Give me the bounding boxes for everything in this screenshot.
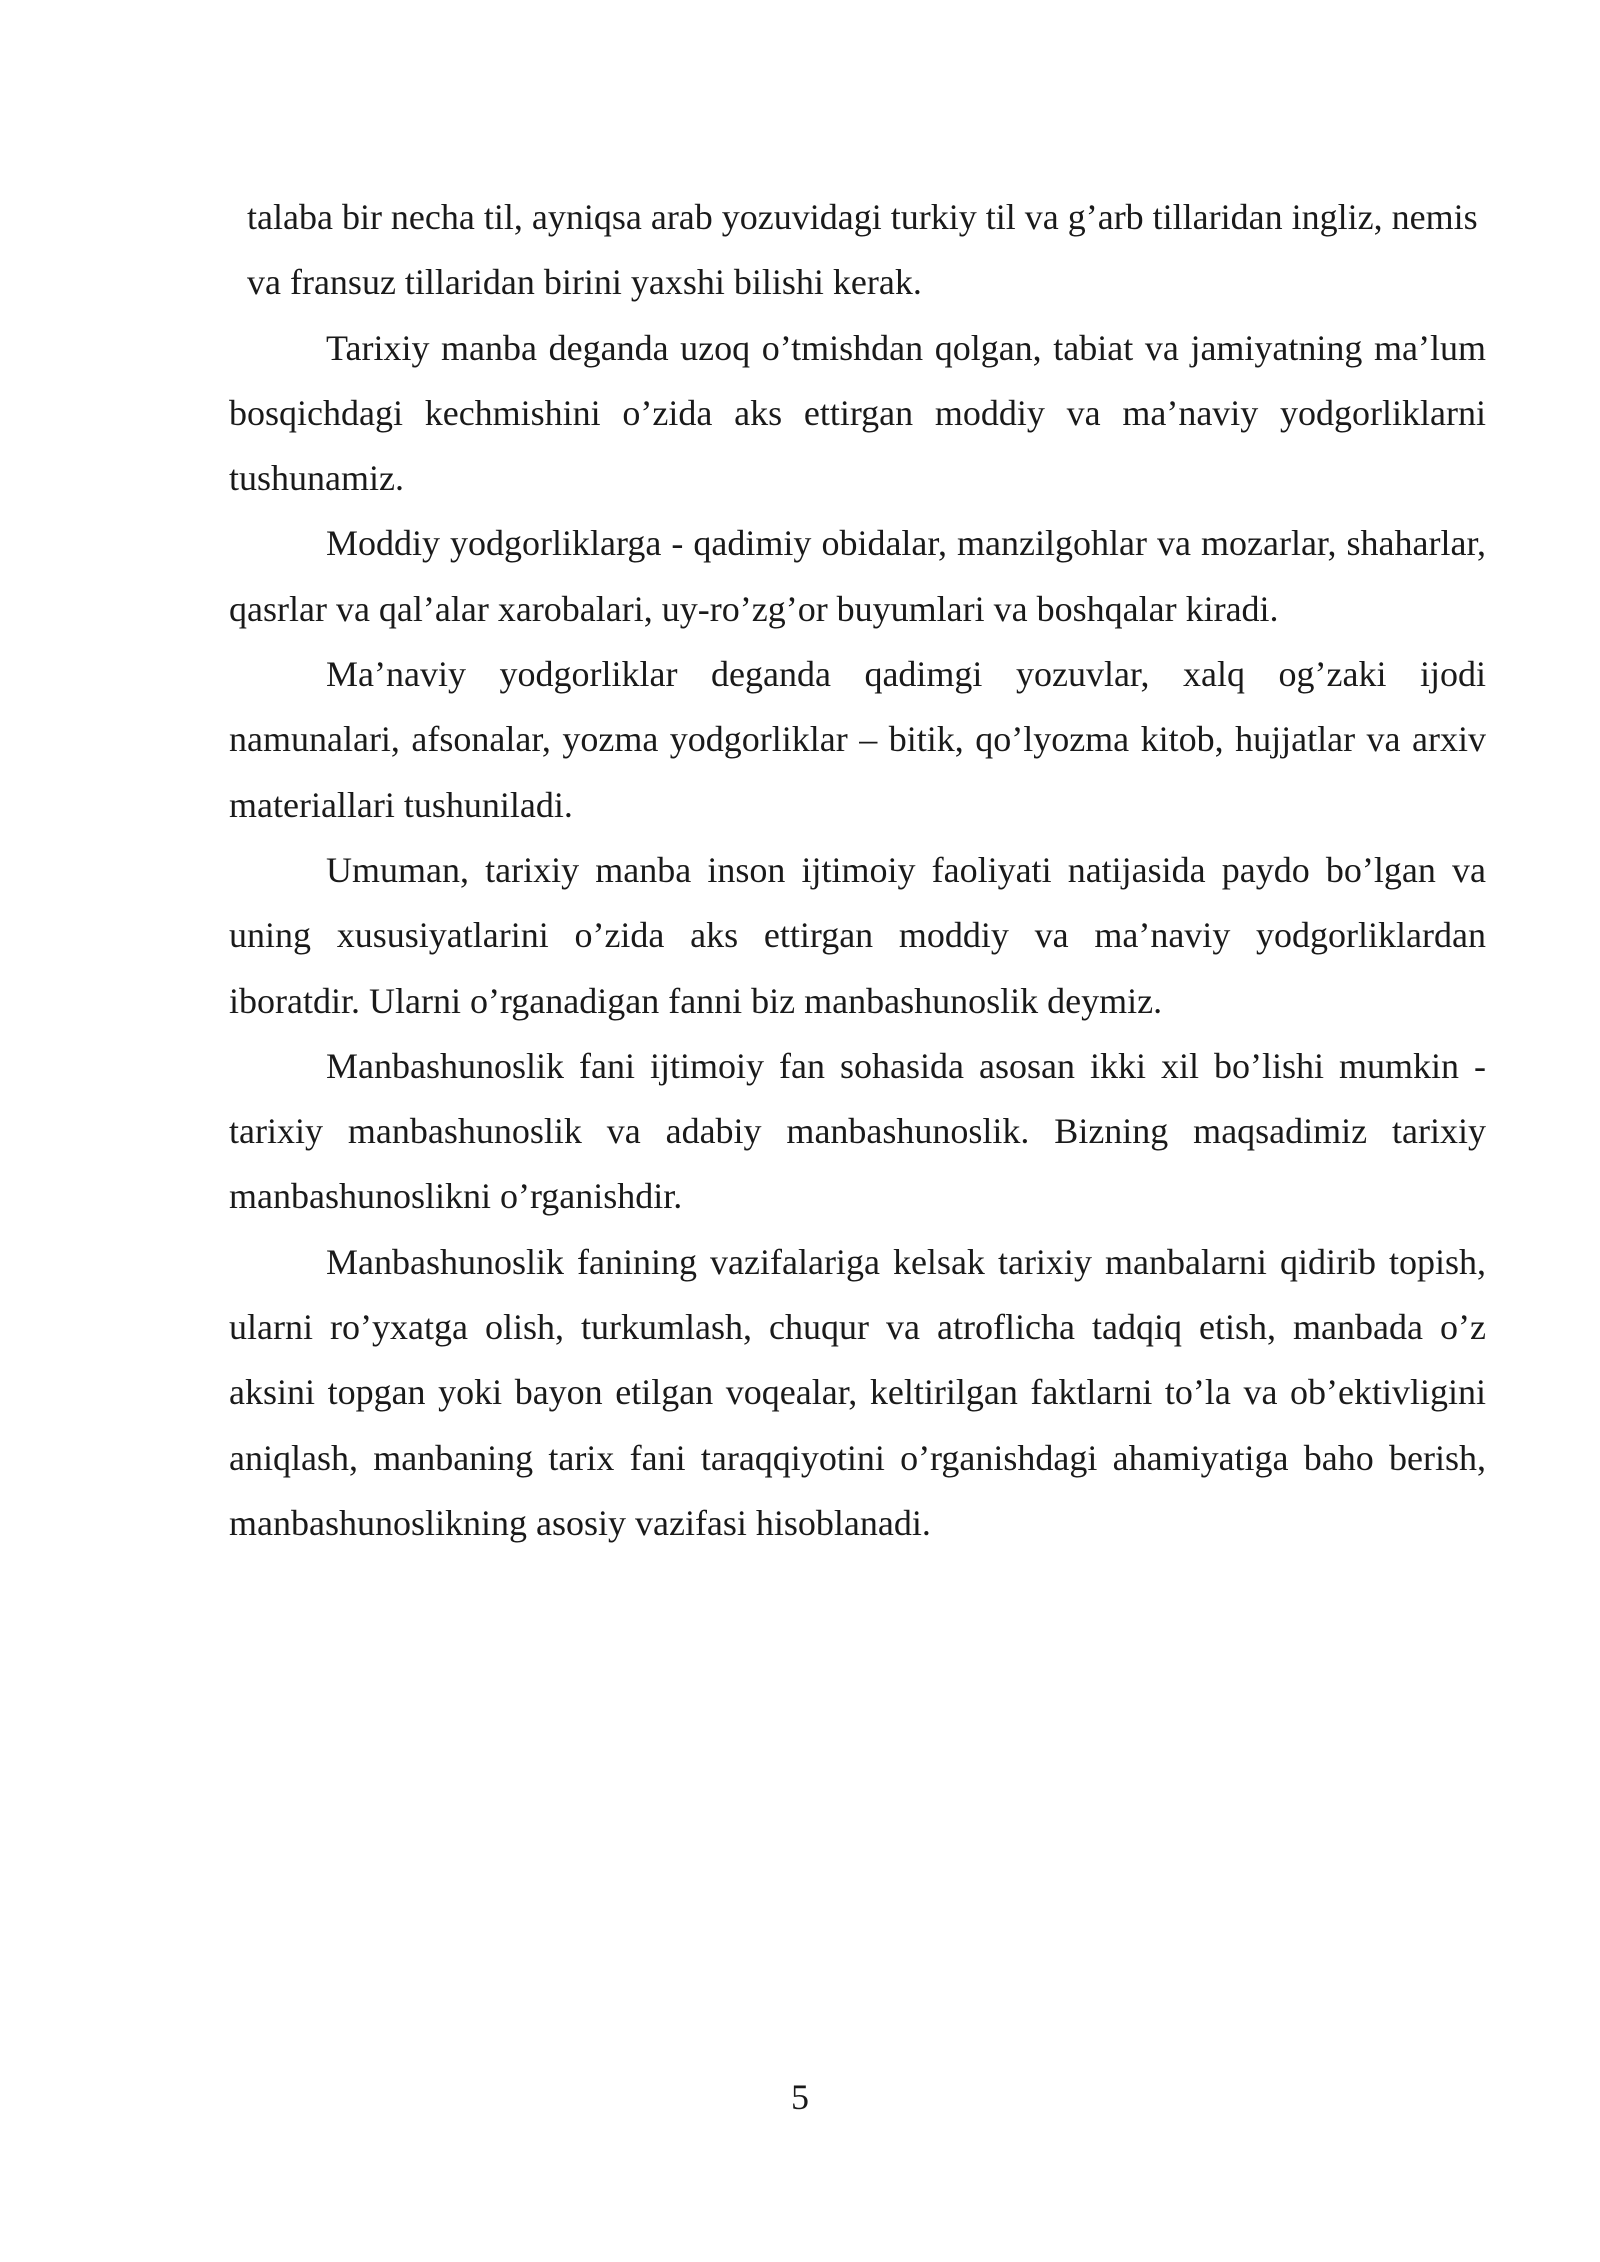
paragraph-continuation: talaba bir necha til, ayniqsa arab yozuvidagi turkiy til va g’arb tillaridan ingliz, nemis va fransuz tillaridan birini yaxshi bilishi kerak.	[247, 197, 1478, 303]
paragraph-tarixiy-manba: Tarixiy manba deganda uzoq o’tmishdan qolgan, tabiat va jamiyatning ma’lum bosqichdagi kechmishini o’zida aks ettirgan moddiy va ma’naviy yodgorliklarni tushunamiz.	[229, 327, 1486, 499]
page-number: 5	[791, 2077, 809, 2117]
paragraph-manaviy-yodgorliklar: Ma’naviy yodgorliklar deganda qadimgi yozuvlar, xalq og’zaki ijodi namunalari, afsonalar, yozma yodgorliklar – bitik, qo’lyozma kitob, hujjatlar va arxiv materiallari tushuniladi.	[229, 654, 1486, 825]
paragraph-moddiy-yodgorliklar: Moddiy yodgorliklarga - qadimiy obidalar, manzilgohlar va mozarlar, shaharlar, qasrlar va qal’alar xarobalari, uy-ro’zg’or buyumlari va boshqalar kiradi.	[229, 523, 1486, 629]
body-text	[229, 185, 1486, 1556]
paragraph-vazifalar: Manbashunoslik fanining vazifalariga kelsak tarixiy manbalarni qidirib topish, ularni ro’yxatga olish, turkumlash, chuqur va atroflicha tadqiq etish, manbada o’z aksini topgan yoki bayon etilgan voqealar, keltirilgan faktlarni to’la va ob’ektivligini aniqlash, manbaning tarix fani taraqqiyotini o’rganishdagi ahamiyatiga baho berish, manbashunoslikning asosiy vazifasi hisoblanadi.	[229, 1241, 1486, 1543]
paragraph-manbashunoslik-fani: Manbashunoslik fani ijtimoiy fan sohasida asosan ikki xil bo’lishi mumkin - tarixiy manbashunoslik va adabiy manbashunoslik. Bizning maqsadimiz tarixiy manbashunoslikni o’rganishdir.	[229, 1045, 1486, 1217]
paragraph-umuman: Umuman, tarixiy manba inson ijtimoiy faoliyati natijasida paydo bo’lgan va uning xususiyatlarini o’zida aks ettirgan moddiy va ma’naviy yodgorliklardan iboratdir. Ularni o’rganadigan fanni biz manbashunoslik deymiz.	[229, 849, 1486, 1021]
